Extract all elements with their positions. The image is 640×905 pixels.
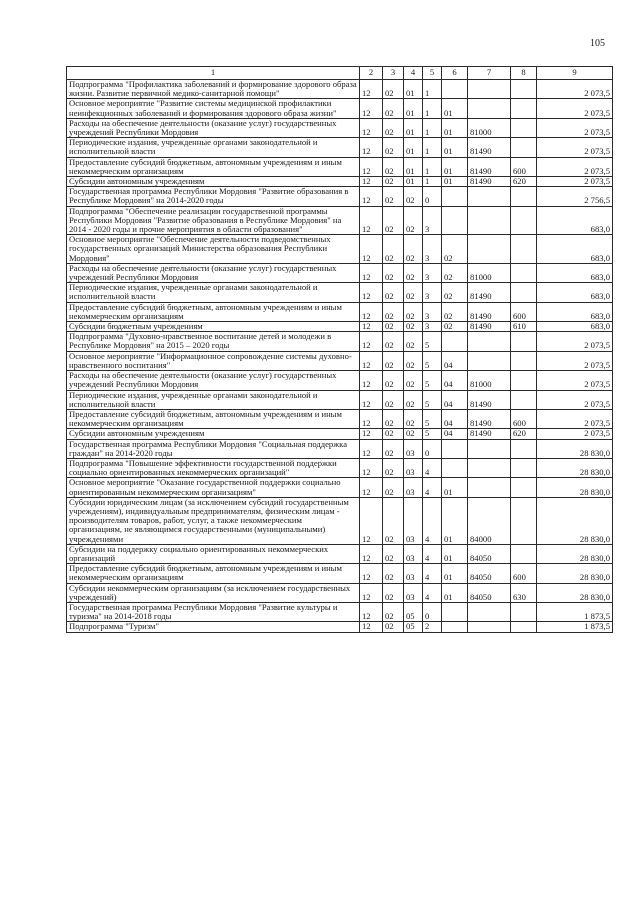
header-col-6: 6 — [442, 67, 468, 80]
code-expense-type: 600 — [511, 409, 537, 428]
code-ministry: 12 — [360, 206, 383, 235]
code-measure: 04 — [442, 390, 468, 409]
code-measure — [442, 439, 468, 458]
budget-table — [66, 66, 613, 633]
code-subprogram: 5 — [423, 332, 442, 351]
row-amount: 2 073,5 — [537, 99, 613, 118]
table-row — [67, 390, 613, 409]
code-section: 02 — [383, 322, 404, 332]
code-measure: 02 — [442, 322, 468, 332]
row-name: Субсидии бюджетным учреждениям — [67, 322, 360, 332]
code-subprogram: 5 — [423, 351, 442, 370]
table-row — [67, 187, 613, 206]
table-row — [67, 371, 613, 390]
row-name: Периодические издания, учрежденные органами законодательной и исполнительной власти — [67, 283, 360, 302]
code-direction: 81490 — [468, 409, 511, 428]
row-name: Субсидии автономным учреждениям — [67, 429, 360, 439]
code-direction: 81490 — [468, 302, 511, 321]
code-direction: 81490 — [468, 138, 511, 157]
code-ministry: 12 — [360, 187, 383, 206]
code-ministry: 12 — [360, 429, 383, 439]
code-program: 03 — [404, 478, 423, 497]
row-amount: 683,0 — [537, 235, 613, 264]
code-section: 02 — [383, 80, 404, 99]
row-amount: 2 073,5 — [537, 332, 613, 351]
code-program: 01 — [404, 138, 423, 157]
code-program: 03 — [404, 458, 423, 477]
row-amount: 2 073,5 — [537, 409, 613, 428]
table-row — [67, 429, 613, 439]
row-amount: 28 830,0 — [537, 458, 613, 477]
code-expense-type — [511, 478, 537, 497]
code-subprogram: 4 — [423, 458, 442, 477]
code-direction: 84050 — [468, 583, 511, 602]
code-section: 02 — [383, 138, 404, 157]
code-section: 02 — [383, 351, 404, 370]
code-measure — [442, 187, 468, 206]
row-name: Предоставление субсидий бюджетным, автономным учреждениям и иным некоммерческим организациям — [67, 302, 360, 321]
row-amount: 2 073,5 — [537, 138, 613, 157]
code-direction: 81490 — [468, 177, 511, 187]
code-measure: 01 — [442, 544, 468, 563]
code-measure — [442, 332, 468, 351]
code-ministry: 12 — [360, 497, 383, 544]
table-row — [67, 99, 613, 118]
code-program: 02 — [404, 235, 423, 264]
code-measure — [442, 80, 468, 99]
row-name: Субсидии автономным учреждениям — [67, 177, 360, 187]
row-amount: 2 073,5 — [537, 351, 613, 370]
row-name: Основное мероприятие "Оказание государственной поддержки социально ориентированным некоммерческим организациям" — [67, 478, 360, 497]
row-name: Периодические издания, учрежденные органами законодательной и исполнительной власти — [67, 138, 360, 157]
row-amount: 683,0 — [537, 263, 613, 282]
code-subprogram: 1 — [423, 138, 442, 157]
code-subprogram: 3 — [423, 302, 442, 321]
row-amount: 28 830,0 — [537, 564, 613, 583]
code-program: 03 — [404, 583, 423, 602]
code-expense-type: 620 — [511, 177, 537, 187]
code-ministry: 12 — [360, 177, 383, 187]
code-expense-type — [511, 458, 537, 477]
code-ministry: 12 — [360, 302, 383, 321]
code-section: 02 — [383, 157, 404, 176]
code-expense-type — [511, 351, 537, 370]
table-row — [67, 564, 613, 583]
code-direction — [468, 206, 511, 235]
code-expense-type — [511, 263, 537, 282]
code-program: 02 — [404, 263, 423, 282]
code-section: 02 — [383, 187, 404, 206]
code-program: 02 — [404, 351, 423, 370]
code-program: 03 — [404, 497, 423, 544]
code-subprogram: 5 — [423, 429, 442, 439]
code-subprogram: 4 — [423, 497, 442, 544]
table-row — [67, 80, 613, 99]
code-section: 02 — [383, 429, 404, 439]
code-direction: 81490 — [468, 157, 511, 176]
code-expense-type: 610 — [511, 322, 537, 332]
row-name: Расходы на обеспечение деятельности (оказание услуг) государственных учреждений Республики Мордовия — [67, 118, 360, 137]
code-direction — [468, 351, 511, 370]
code-program: 01 — [404, 157, 423, 176]
row-name: Периодические издания, учрежденные органами законодательной и исполнительной власти — [67, 390, 360, 409]
row-amount: 683,0 — [537, 206, 613, 235]
code-direction: 81490 — [468, 283, 511, 302]
header-col-1: 1 — [67, 67, 360, 80]
row-name: Подпрограмма "Повышение эффективности государственной поддержки социально ориентированных некоммерческих организаций" — [67, 458, 360, 477]
header-col-8: 8 — [511, 67, 537, 80]
header-col-7: 7 — [468, 67, 511, 80]
code-subprogram: 2 — [423, 622, 442, 632]
code-program: 02 — [404, 302, 423, 321]
code-expense-type: 630 — [511, 583, 537, 602]
row-name: Государственная программа Республики Мордовия "Развитие образования в Республике Мордовия" на 2014-2020 годы — [67, 187, 360, 206]
code-direction — [468, 99, 511, 118]
code-ministry: 12 — [360, 235, 383, 264]
code-ministry: 12 — [360, 263, 383, 282]
row-name: Государственная программа Республики Мордовия "Развитие культуры и туризма" на 2014-2018 годы — [67, 602, 360, 621]
row-name: Подпрограмма "Туризм" — [67, 622, 360, 632]
table-row — [67, 439, 613, 458]
code-section: 02 — [383, 118, 404, 137]
row-amount: 2 073,5 — [537, 371, 613, 390]
code-subprogram: 3 — [423, 263, 442, 282]
row-name: Расходы на обеспечение деятельности (оказание услуг) государственных учреждений Республики Мордовия — [67, 371, 360, 390]
table-row — [67, 206, 613, 235]
code-measure — [442, 206, 468, 235]
code-section: 02 — [383, 283, 404, 302]
code-direction: 81000 — [468, 263, 511, 282]
code-expense-type: 600 — [511, 564, 537, 583]
code-direction — [468, 235, 511, 264]
code-section: 02 — [383, 206, 404, 235]
code-expense-type — [511, 206, 537, 235]
code-subprogram: 1 — [423, 177, 442, 187]
code-expense-type — [511, 235, 537, 264]
code-expense-type: 600 — [511, 157, 537, 176]
code-expense-type — [511, 187, 537, 206]
code-expense-type: 600 — [511, 302, 537, 321]
code-subprogram: 4 — [423, 583, 442, 602]
code-program: 01 — [404, 118, 423, 137]
code-program: 02 — [404, 206, 423, 235]
code-expense-type — [511, 118, 537, 137]
code-program: 01 — [404, 177, 423, 187]
code-subprogram: 1 — [423, 80, 442, 99]
row-name: Предоставление субсидий бюджетным, автономным учреждениям и иным некоммерческим организациям — [67, 157, 360, 176]
row-name: Предоставление субсидий бюджетным, автономным учреждениям и иным некоммерческим организациям — [67, 564, 360, 583]
code-subprogram: 3 — [423, 283, 442, 302]
code-ministry: 12 — [360, 118, 383, 137]
code-ministry: 12 — [360, 390, 383, 409]
row-amount: 28 830,0 — [537, 478, 613, 497]
code-program: 01 — [404, 80, 423, 99]
code-expense-type — [511, 138, 537, 157]
code-measure: 04 — [442, 371, 468, 390]
row-amount: 28 830,0 — [537, 497, 613, 544]
code-direction — [468, 332, 511, 351]
row-amount: 683,0 — [537, 302, 613, 321]
code-ministry: 12 — [360, 439, 383, 458]
row-name: Подпрограмма "Обеспечение реализации государственной программы Республики Мордовия "Развитие образования в Республике Мордовия" на 2014 - 2020 годы и прочие мероприятия в области образования" — [67, 206, 360, 235]
table-row — [67, 497, 613, 544]
code-ministry: 12 — [360, 478, 383, 497]
row-amount: 2 073,5 — [537, 177, 613, 187]
code-expense-type: 620 — [511, 429, 537, 439]
code-subprogram: 3 — [423, 322, 442, 332]
code-measure: 01 — [442, 583, 468, 602]
code-direction: 84000 — [468, 497, 511, 544]
code-program: 05 — [404, 622, 423, 632]
code-measure: 04 — [442, 409, 468, 428]
code-expense-type — [511, 602, 537, 621]
code-section: 02 — [383, 409, 404, 428]
code-subprogram: 5 — [423, 409, 442, 428]
table-row — [67, 263, 613, 282]
code-ministry: 12 — [360, 138, 383, 157]
code-ministry: 12 — [360, 332, 383, 351]
code-expense-type — [511, 99, 537, 118]
code-subprogram: 5 — [423, 390, 442, 409]
row-amount: 2 073,5 — [537, 429, 613, 439]
row-name: Основное мероприятие "Обеспечение деятельности подведомственных государственных организаций Министерства образования Республики Мордовия" — [67, 235, 360, 264]
code-subprogram: 1 — [423, 157, 442, 176]
code-direction: 84050 — [468, 544, 511, 563]
code-ministry: 12 — [360, 564, 383, 583]
code-program: 03 — [404, 439, 423, 458]
code-program: 02 — [404, 322, 423, 332]
code-expense-type — [511, 371, 537, 390]
code-direction — [468, 187, 511, 206]
code-program: 02 — [404, 187, 423, 206]
code-measure: 04 — [442, 351, 468, 370]
code-section: 02 — [383, 564, 404, 583]
row-name: Субсидии на поддержку социально ориентированных некоммерческих организаций — [67, 544, 360, 563]
table-row — [67, 544, 613, 563]
code-subprogram: 1 — [423, 99, 442, 118]
code-program: 02 — [404, 409, 423, 428]
code-direction: 84050 — [468, 564, 511, 583]
code-ministry: 12 — [360, 80, 383, 99]
header-col-5: 5 — [423, 67, 442, 80]
code-section: 02 — [383, 302, 404, 321]
header-col-4: 4 — [404, 67, 423, 80]
code-section: 02 — [383, 544, 404, 563]
code-direction: 81000 — [468, 118, 511, 137]
code-direction: 81490 — [468, 390, 511, 409]
row-name: Основное мероприятие "Развитие системы медицинской профилактики неинфекционных заболеваний и формирования здорового образа жизни" — [67, 99, 360, 118]
row-amount: 28 830,0 — [537, 583, 613, 602]
code-measure — [442, 602, 468, 621]
row-amount: 683,0 — [537, 322, 613, 332]
code-program: 01 — [404, 99, 423, 118]
code-program: 03 — [404, 544, 423, 563]
row-name: Субсидии юридическим лицам (за исключением субсидий государственным учреждениям), индивидуальным предпринимателям, физическим лицам - производителям товаров, работ, услуг, а также некоммерческим организациям, не являющимся государственными (муниципальными) учреждениями — [67, 497, 360, 544]
table-row — [67, 302, 613, 321]
code-section: 02 — [383, 390, 404, 409]
code-program: 02 — [404, 283, 423, 302]
code-subprogram: 0 — [423, 602, 442, 621]
table-row — [67, 622, 613, 632]
header-col-2: 2 — [360, 67, 383, 80]
row-amount: 2 073,5 — [537, 80, 613, 99]
row-name: Основное мероприятие "Информационное сопровождение системы духовно-нравственного воспитания" — [67, 351, 360, 370]
code-expense-type — [511, 390, 537, 409]
code-direction: 81490 — [468, 322, 511, 332]
table-row — [67, 177, 613, 187]
code-section: 02 — [383, 332, 404, 351]
code-ministry: 12 — [360, 157, 383, 176]
code-ministry: 12 — [360, 351, 383, 370]
code-expense-type — [511, 497, 537, 544]
row-amount: 28 830,0 — [537, 439, 613, 458]
code-section: 02 — [383, 622, 404, 632]
code-subprogram: 1 — [423, 118, 442, 137]
row-amount: 28 830,0 — [537, 544, 613, 563]
code-measure: 01 — [442, 157, 468, 176]
code-measure: 02 — [442, 302, 468, 321]
code-measure: 01 — [442, 99, 468, 118]
code-subprogram: 3 — [423, 235, 442, 264]
code-section: 02 — [383, 478, 404, 497]
code-program: 03 — [404, 564, 423, 583]
code-ministry: 12 — [360, 583, 383, 602]
code-ministry: 12 — [360, 409, 383, 428]
table-row — [67, 458, 613, 477]
code-direction — [468, 478, 511, 497]
page-number: 105 — [590, 38, 605, 49]
code-expense-type — [511, 283, 537, 302]
code-direction: 81000 — [468, 371, 511, 390]
code-ministry: 12 — [360, 371, 383, 390]
row-name: Предоставление субсидий бюджетным, автономным учреждениям и иным некоммерческим организациям — [67, 409, 360, 428]
code-subprogram: 0 — [423, 439, 442, 458]
code-measure: 02 — [442, 283, 468, 302]
code-section: 02 — [383, 583, 404, 602]
code-program: 05 — [404, 602, 423, 621]
code-direction — [468, 458, 511, 477]
row-amount: 1 873,5 — [537, 602, 613, 621]
code-ministry: 12 — [360, 283, 383, 302]
code-direction — [468, 622, 511, 632]
code-measure — [442, 622, 468, 632]
row-amount: 2 073,5 — [537, 157, 613, 176]
table-row — [67, 235, 613, 264]
code-ministry: 12 — [360, 458, 383, 477]
table-row — [67, 409, 613, 428]
code-direction — [468, 439, 511, 458]
code-section: 02 — [383, 371, 404, 390]
code-measure: 01 — [442, 564, 468, 583]
code-measure: 01 — [442, 118, 468, 137]
table-row — [67, 332, 613, 351]
code-program: 02 — [404, 390, 423, 409]
code-measure: 02 — [442, 235, 468, 264]
code-expense-type — [511, 332, 537, 351]
row-name: Государственная программа Республики Мордовия "Социальная поддержка граждан" на 2014-2020 годы — [67, 439, 360, 458]
code-measure: 01 — [442, 138, 468, 157]
table-row — [67, 283, 613, 302]
code-measure: 01 — [442, 177, 468, 187]
code-direction — [468, 80, 511, 99]
table-row — [67, 138, 613, 157]
table-row — [67, 118, 613, 137]
code-expense-type — [511, 439, 537, 458]
table-row — [67, 157, 613, 176]
row-amount: 1 873,5 — [537, 622, 613, 632]
table-row — [67, 602, 613, 621]
code-section: 02 — [383, 177, 404, 187]
table-row — [67, 351, 613, 370]
row-amount: 2 073,5 — [537, 390, 613, 409]
code-ministry: 12 — [360, 622, 383, 632]
row-name: Подпрограмма "Профилактика заболеваний и формирование здорового образа жизни. Развитие первичной медико-санитарной помощи" — [67, 80, 360, 99]
code-subprogram: 3 — [423, 206, 442, 235]
header-col-3: 3 — [383, 67, 404, 80]
table-header-row — [67, 67, 613, 80]
code-subprogram: 0 — [423, 187, 442, 206]
code-subprogram: 4 — [423, 544, 442, 563]
code-subprogram: 4 — [423, 478, 442, 497]
row-name: Расходы на обеспечение деятельности (оказание услуг) государственных учреждений Республики Мордовия — [67, 263, 360, 282]
row-name: Субсидии некоммерческим организациям (за исключением государственных учреждений) — [67, 583, 360, 602]
code-expense-type — [511, 80, 537, 99]
code-measure: 04 — [442, 429, 468, 439]
code-ministry: 12 — [360, 544, 383, 563]
code-ministry: 12 — [360, 322, 383, 332]
code-ministry: 12 — [360, 99, 383, 118]
code-measure: 01 — [442, 497, 468, 544]
code-measure — [442, 458, 468, 477]
code-expense-type — [511, 622, 537, 632]
code-subprogram: 5 — [423, 371, 442, 390]
code-program: 02 — [404, 429, 423, 439]
row-amount: 2 756,5 — [537, 187, 613, 206]
code-program: 02 — [404, 332, 423, 351]
code-section: 02 — [383, 497, 404, 544]
code-subprogram: 4 — [423, 564, 442, 583]
code-expense-type — [511, 544, 537, 563]
code-measure: 02 — [442, 263, 468, 282]
code-program: 02 — [404, 371, 423, 390]
header-col-9: 9 — [537, 67, 613, 80]
code-section: 02 — [383, 439, 404, 458]
code-section: 02 — [383, 263, 404, 282]
table-row — [67, 583, 613, 602]
row-name: Подпрограмма "Духовно-нравственное воспитание детей и молодежи в Республике Мордовия" на 2015 – 2020 годы — [67, 332, 360, 351]
code-section: 02 — [383, 458, 404, 477]
code-direction — [468, 602, 511, 621]
row-amount: 2 073,5 — [537, 118, 613, 137]
table-row — [67, 478, 613, 497]
code-ministry: 12 — [360, 602, 383, 621]
table-row — [67, 322, 613, 332]
code-direction: 81490 — [468, 429, 511, 439]
row-amount: 683,0 — [537, 283, 613, 302]
code-section: 02 — [383, 99, 404, 118]
code-measure: 01 — [442, 478, 468, 497]
code-section: 02 — [383, 235, 404, 264]
code-section: 02 — [383, 602, 404, 621]
